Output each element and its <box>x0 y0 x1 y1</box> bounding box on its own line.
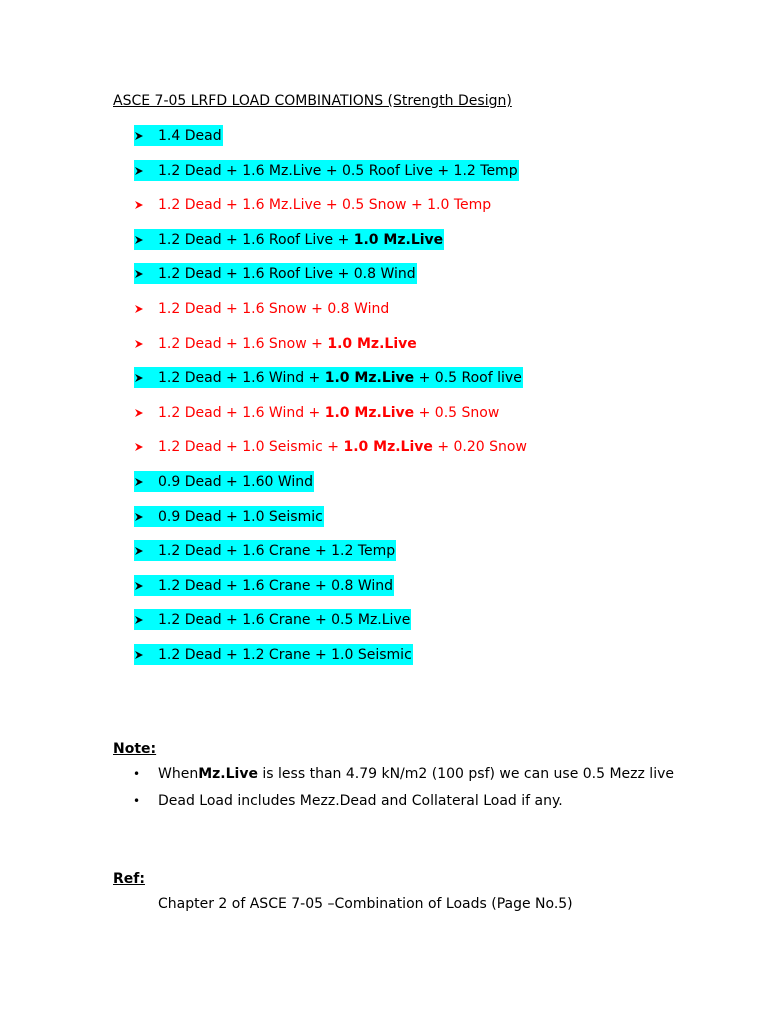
note-heading: Note: <box>113 741 157 757</box>
combination-text: 1.2 Dead + 1.6 Snow + <box>158 335 328 352</box>
note-bullet-2 <box>133 793 563 809</box>
arrow-bullet-icon <box>134 200 158 210</box>
combination-text: 0.9 Dead + 1.0 Seismic <box>158 508 323 525</box>
combination-text: 1.2 Dead + 1.6 Crane + 0.5 Mz.Live <box>158 611 411 628</box>
load-combination-item <box>134 333 418 354</box>
arrow-bullet-icon <box>134 131 158 141</box>
ref-text: Chapter 2 of ASCE 7-05 –Combination of Loads (Page No.5) <box>158 896 573 912</box>
combination-text: 1.2 Dead + 1.0 Seismic + <box>158 438 344 455</box>
document-title: ASCE 7-05 LRFD LOAD COMBINATIONS (Strength Design) <box>113 93 512 109</box>
note-bullet-1 <box>133 766 674 782</box>
combination-text: 1.2 Dead + 1.6 Crane + 1.2 Temp <box>158 542 396 559</box>
arrow-bullet-icon <box>134 512 158 522</box>
arrow-bullet-icon <box>134 269 158 279</box>
load-combination-item <box>134 540 396 561</box>
load-combination-item <box>134 575 394 596</box>
load-combination-item <box>134 436 528 457</box>
load-combination-item <box>134 506 324 527</box>
arrow-bullet-icon <box>134 166 158 176</box>
load-combination-item <box>134 402 500 423</box>
note-bullet-text: Dead Load includes Mezz.Dead and Collateral Load if any. <box>158 793 563 809</box>
arrow-bullet-icon <box>134 477 158 487</box>
combination-text: 1.2 Dead + 1.6 Roof Live + <box>158 231 354 248</box>
arrow-bullet-icon <box>134 650 158 660</box>
ref-heading: Ref: <box>113 871 145 887</box>
arrow-bullet-icon <box>134 235 158 245</box>
combination-bold-term: 1.0 Mz.Live <box>343 438 433 455</box>
combination-text: 1.2 Dead + 1.6 Wind + <box>158 369 325 386</box>
combination-text: 1.2 Dead + 1.6 Snow + 0.8 Wind <box>158 300 390 317</box>
load-combination-item <box>134 367 523 388</box>
combination-text: 0.9 Dead + 1.60 Wind <box>158 473 314 490</box>
combination-text: 1.2 Dead + 1.6 Wind + <box>158 404 325 421</box>
load-combination-item <box>134 194 492 215</box>
load-combination-item <box>134 160 519 181</box>
arrow-bullet-icon <box>134 546 158 556</box>
arrow-bullet-icon <box>134 442 158 452</box>
load-combination-item <box>134 644 413 665</box>
note-bullet-text: When <box>158 766 199 782</box>
bullet-dot-icon: • <box>133 794 141 808</box>
combination-text: + 0.20 Snow <box>432 438 527 455</box>
arrow-bullet-icon <box>134 304 158 314</box>
combination-bold-term: 1.0 Mz.Live <box>327 335 417 352</box>
arrow-bullet-icon <box>134 581 158 591</box>
combination-text: 1.2 Dead + 1.6 Mz.Live + 0.5 Snow + 1.0 Temp <box>158 196 492 213</box>
load-combination-item <box>134 263 417 284</box>
combination-text: 1.2 Dead + 1.6 Mz.Live + 0.5 Roof Live + 1.2 Temp <box>158 162 518 179</box>
arrow-bullet-icon <box>134 408 158 418</box>
bullet-dot-icon: • <box>133 767 141 781</box>
combination-text: 1.2 Dead + 1.6 Roof Live + 0.8 Wind <box>158 265 416 282</box>
load-combination-item <box>134 229 444 250</box>
combination-text: 1.2 Dead + 1.6 Crane + 0.8 Wind <box>158 577 394 594</box>
load-combination-item <box>134 125 223 146</box>
combination-text: + 0.5 Roof live <box>414 369 522 386</box>
note-bullet-bold: Mz.Live <box>198 766 258 782</box>
combination-bold-term: 1.0 Mz.Live <box>353 231 444 248</box>
combination-bold-term: 1.0 Mz.Live <box>324 369 415 386</box>
load-combination-item <box>134 298 390 319</box>
load-combination-item <box>134 609 411 630</box>
arrow-bullet-icon <box>134 373 158 383</box>
combination-text: + 0.5 Snow <box>414 404 500 421</box>
combination-text: 1.2 Dead + 1.2 Crane + 1.0 Seismic <box>158 646 412 663</box>
combination-bold-term: 1.0 Mz.Live <box>324 404 415 421</box>
arrow-bullet-icon <box>134 339 158 349</box>
note-bullet-text: is less than 4.79 kN/m2 (100 psf) we can use 0.5 Mezz live <box>257 766 674 782</box>
arrow-bullet-icon <box>134 615 158 625</box>
load-combination-item <box>134 471 314 492</box>
combination-text: 1.4 Dead <box>158 127 222 144</box>
